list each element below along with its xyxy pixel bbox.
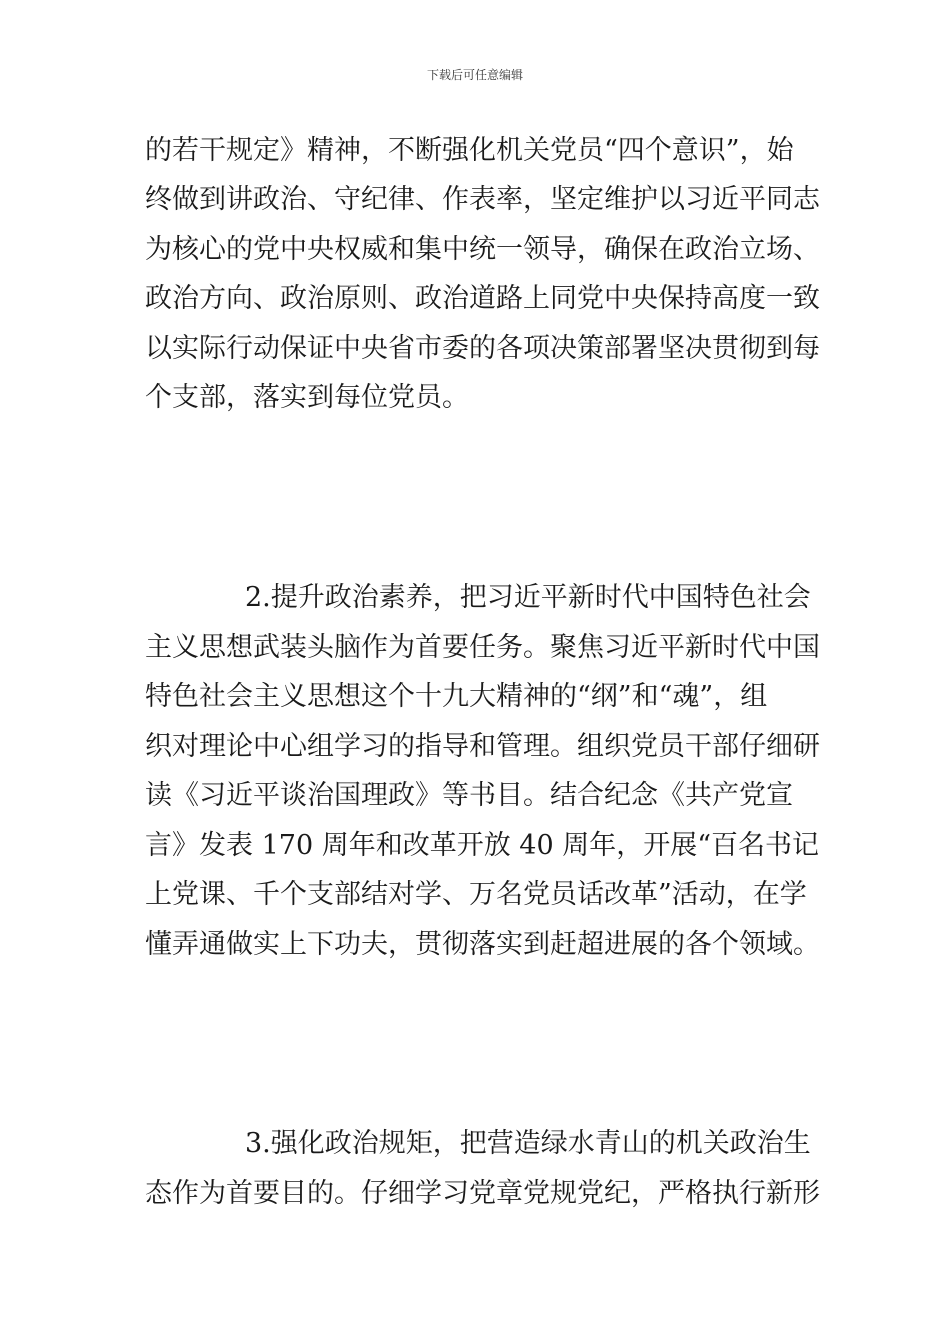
text-line: 为核心的党中央权威和集中统一领导，确保在政治立场、 bbox=[145, 234, 820, 265]
header-note: 下载后可任意编辑 bbox=[426, 68, 523, 82]
text-line: 主义思想武装头脑作为首要任务。聚焦习近平新时代中国 bbox=[145, 632, 820, 663]
text-line: 以实际行动保证中央省市委的各项决策部署坚决贯彻到每 bbox=[145, 333, 820, 364]
text-line: 3.强化政治规矩，把营造绿水青山的机关政治生 bbox=[245, 1128, 811, 1159]
text-line: 2.提升政治素养，把习近平新时代中国特色社会 bbox=[245, 582, 811, 613]
text-line: 读《习近平谈治国理政》等书目。结合纪念《共产党宣 bbox=[145, 780, 793, 811]
text-line: 态作为首要目的。仔细学习党章党规党纪，严格执行新形 bbox=[145, 1178, 820, 1209]
text-line: 言》发表 170 周年和改革开放 40 周年，开展“百名书记 bbox=[145, 830, 820, 861]
text-line: 终做到讲政治、守纪律、作表率，坚定维护以习近平同志 bbox=[145, 184, 820, 215]
text-line: 个支部，落实到每位党员。 bbox=[145, 382, 469, 413]
text-line: 特色社会主义思想这个十九大精神的“纲”和“魂”，组 bbox=[145, 681, 768, 712]
text-line: 政治方向、政治原则、政治道路上同党中央保持高度一致 bbox=[145, 283, 820, 314]
text-line: 懂弄通做实上下功夫，贯彻落实到赶超进展的各个领域。 bbox=[145, 929, 820, 960]
text-line: 的若干规定》精神，不断强化机关党员“四个意识”，始 bbox=[145, 135, 794, 166]
text-line: 织对理论中心组学习的指导和管理。组织党员干部仔细研 bbox=[145, 731, 820, 762]
text-line: 上党课、千个支部结对学、万名党员话改革”活动，在学 bbox=[145, 879, 807, 910]
